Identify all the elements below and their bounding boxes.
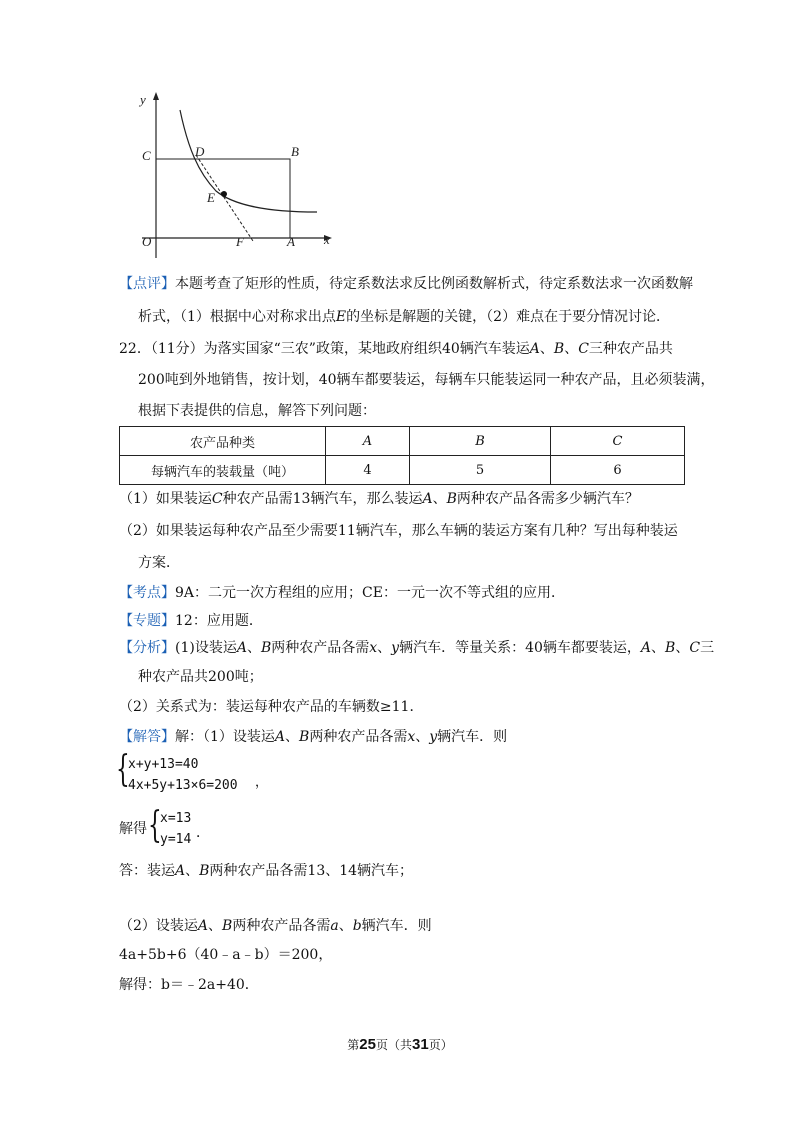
- system-eq-1: x+y+13=40: [128, 757, 199, 772]
- var-c: C: [689, 640, 701, 656]
- sep: 、: [246, 640, 261, 656]
- var-b-lower: b: [352, 918, 362, 934]
- kaodian-line: [119, 586, 565, 600]
- label-C: C: [142, 148, 151, 163]
- sub1-text: 种农产品需13辆汽车，那么装运: [222, 491, 423, 507]
- solve-brace: {: [148, 805, 162, 846]
- sep: 、: [675, 640, 690, 656]
- q22-line3: 根据下表提供的信息，解答下列问题：: [138, 403, 376, 419]
- var-a: A: [236, 640, 247, 656]
- part2-solution: [119, 978, 259, 992]
- jieda-text: 解：（1）设装运: [175, 729, 275, 745]
- zhuanti-tag: 【专题】: [119, 613, 175, 629]
- sep: 、: [564, 341, 579, 357]
- solve-label: 解得: [119, 821, 147, 837]
- comment-var-e: E: [335, 309, 347, 325]
- fenxi-line1: [119, 641, 714, 655]
- footer-text: 第: [347, 1038, 360, 1052]
- page-footer: [0, 1036, 800, 1053]
- zhuanti-text: 12：应用题．: [175, 613, 263, 629]
- table-row: [120, 427, 685, 456]
- table-cell: 每辆汽车的装载量（吨）: [120, 456, 326, 485]
- sub-question-2-line2: 方案．: [138, 555, 180, 571]
- part2-line1: [119, 919, 432, 933]
- table-row: [120, 456, 685, 485]
- var-b: B: [199, 863, 210, 879]
- part2-solve-label: 解得：: [119, 977, 161, 993]
- system-comma: ，: [255, 775, 269, 790]
- table-header-cell: B: [410, 427, 551, 456]
- comment-text2b: 的坐标是解题的关键，（2）难点在于要分情况讨论．: [346, 309, 671, 325]
- capacity-table: [119, 426, 685, 485]
- sep: 、: [539, 341, 554, 357]
- sub-question-1: [119, 492, 639, 506]
- jieda-line: [119, 730, 507, 744]
- solve-period: ．: [196, 825, 210, 841]
- q22-text1-end: 三种农产品共: [588, 341, 673, 357]
- var-x: x: [407, 729, 416, 745]
- system-eq-2: 4x+5y+13×6=200: [128, 778, 238, 793]
- kaodian-tag: 【考点】: [119, 585, 175, 601]
- sep: 、: [432, 491, 447, 507]
- part2-equation: 4a+5b+6（40﹣a﹣b）＝200，: [119, 947, 333, 963]
- part2-text: 两种农产品各需: [232, 918, 331, 934]
- comment-line2: [138, 310, 670, 324]
- var-a: A: [274, 729, 286, 745]
- table-cell: 4: [326, 456, 410, 485]
- page-number: 25: [359, 1036, 376, 1053]
- answer-text: 答：装运: [119, 863, 175, 879]
- jieda-text: 辆汽车．则: [437, 729, 508, 745]
- part2-text: （2）设装运: [119, 918, 198, 934]
- var-a: A: [422, 491, 433, 507]
- var-b: B: [446, 491, 457, 507]
- table-header-cell: A: [326, 427, 410, 456]
- var-b: B: [260, 640, 272, 656]
- sub-question-2-line1: （2）如果装运每种农产品至少需要11辆汽车，那么车辆的装运方案有几种？写出每种装运: [119, 523, 678, 539]
- var-c: C: [578, 341, 589, 357]
- var-b: B: [665, 640, 676, 656]
- var-a: A: [529, 341, 540, 357]
- comment-line1: [119, 277, 693, 291]
- part2-text: 辆汽车．则: [361, 918, 432, 934]
- jieda-tag: 【解答】: [119, 729, 175, 745]
- kaodian-text: 9A：二元一次方程组的应用；CE：一元一次不等式组的应用．: [175, 585, 565, 601]
- table-header-cell: C: [551, 427, 685, 456]
- label-E: E: [207, 190, 215, 205]
- label-y: y: [140, 92, 146, 107]
- var-a: A: [640, 640, 652, 656]
- label-A: A: [287, 234, 295, 249]
- label-O: O: [142, 234, 152, 249]
- part2-solve-expr: b＝﹣2a+40．: [161, 977, 259, 993]
- sep: 、: [185, 863, 200, 879]
- jieda-text: 两种农产品各需: [309, 729, 408, 745]
- footer-text: 页（共: [375, 1038, 412, 1052]
- label-F: F: [236, 234, 244, 249]
- coordinate-figure: [112, 88, 342, 258]
- table-cell: 6: [551, 456, 685, 485]
- q22-text1: 22．（11分）为落实国家“三农”政策，某地政府组织40辆汽车装运: [119, 341, 530, 357]
- table-cell: 5: [410, 456, 551, 485]
- table-header-cell: 农产品种类: [120, 427, 326, 456]
- var-a-lower: a: [330, 918, 339, 934]
- sep: 、: [377, 640, 392, 656]
- zhuanti-line: [119, 614, 263, 628]
- q22-line1: [119, 342, 673, 356]
- answer-text: 两种农产品各需13、14辆汽车；: [209, 863, 414, 879]
- rectangle-OABC: [156, 159, 290, 238]
- fenxi-text: 辆汽车．等量关系：40辆车都要装运，: [399, 640, 641, 656]
- var-x: x: [369, 640, 378, 656]
- sep: 、: [208, 918, 223, 934]
- comment-text1: 本题考查了矩形的性质，待定系数法求反比例函数解析式，待定系数法求一次函数解: [175, 276, 693, 292]
- var-y: y: [391, 640, 400, 656]
- fenxi-line3: （2）关系式为：装运每种农产品的车辆数≥11．: [119, 699, 424, 715]
- y-axis-arrow: [153, 92, 159, 100]
- var-b: B: [299, 729, 310, 745]
- sep: 、: [338, 918, 353, 934]
- sub1-text: 两种农产品各需多少辆汽车？: [456, 491, 639, 507]
- label-D: D: [195, 144, 205, 159]
- fenxi-tag: 【分析】: [119, 640, 175, 656]
- page-total: 31: [412, 1036, 429, 1053]
- comment-tag: 【点评】: [119, 276, 175, 292]
- sep: 、: [651, 640, 666, 656]
- answer-1: [119, 864, 413, 878]
- fenxi-text: (1)设装运: [175, 640, 237, 656]
- fenxi-text: 两种农产品各需: [271, 640, 370, 656]
- solve-eq-1: x=13: [160, 811, 192, 826]
- label-x: x: [324, 232, 330, 247]
- sub1-text: （1）如果装运: [119, 491, 212, 507]
- var-y: y: [429, 729, 438, 745]
- point-E: [221, 191, 227, 197]
- label-B: B: [291, 144, 299, 159]
- var-a: A: [197, 918, 209, 934]
- fenxi-line2: 种农产品共200吨；: [138, 669, 263, 685]
- var-a: A: [175, 863, 186, 879]
- comment-text2a: 析式，（1）根据中心对称求出点: [138, 309, 336, 325]
- fenxi-text: 三: [700, 640, 715, 656]
- sep: 、: [415, 729, 430, 745]
- sep: 、: [285, 729, 300, 745]
- footer-text: 页）: [428, 1038, 453, 1052]
- system-brace: {: [116, 749, 130, 790]
- dashed-line-DF: [196, 155, 253, 241]
- var-b: B: [553, 341, 565, 357]
- solve-eq-2: y=14: [160, 832, 192, 847]
- var-c: C: [211, 491, 223, 507]
- q22-line2: 200吨到外地销售，按计划，40辆车都要装运，每辆车只能装运同一种农产品，且必须装满，: [138, 372, 715, 388]
- var-b: B: [222, 918, 233, 934]
